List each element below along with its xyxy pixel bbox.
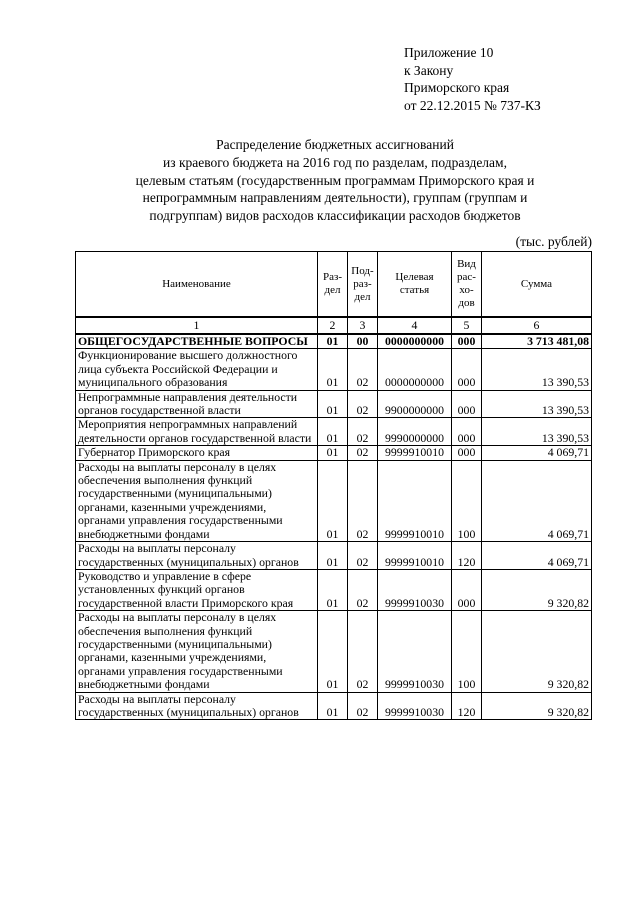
cell-subsection: 02 [348,418,378,446]
cell-sum: 13 390,53 [482,349,592,390]
cell-target: 9999910010 [378,460,452,541]
cell-subsection: 02 [348,611,378,692]
cell-name: Расходы на выплаты персоналу государственных (муниципальных) органов [76,542,318,570]
header-subsection [348,252,378,318]
cell-name: Мероприятия непрограммных направлений деятельности органов государственной власти [76,418,318,446]
cell-target: 9900000000 [378,390,452,418]
cell-subsection: 02 [348,569,378,610]
cell-name: Функционирование высшего должностного лица субъекта Российской Федерации и муниципального образования [76,349,318,390]
header-name [76,252,318,318]
cell-name: Расходы на выплаты персоналу в целях обеспечения выполнения функций государственными (муниципальными) органами, казенными учреждениями, органами управления государственными внебюджетными фондами [76,611,318,692]
cell-type: 000 [452,334,482,349]
column-number: 3 [348,317,378,334]
cell-sum: 3 713 481,08 [482,334,592,349]
appendix-line: к Закону [404,62,454,78]
cell-type: 000 [452,446,482,460]
cell-name: ОБЩЕГОСУДАРСТВЕННЫЕ ВОПРОСЫ [76,334,318,349]
cell-name: Руководство и управление в сфере установленных функций органов государственной власти Приморского края [76,569,318,610]
cell-type: 000 [452,349,482,390]
appendix-line: от 22.12.2015 № 737-КЗ [404,97,541,113]
cell-sum: 4 069,71 [482,460,592,541]
header-name-label: Наименование [162,277,231,290]
cell-section: 01 [318,569,348,610]
title-line: из краевого бюджета на 2016 год по разделам, подразделам, [163,154,507,170]
cell-name: Губернатор Приморского края [76,446,318,460]
title-line: целевым статьям (государственным программам Приморского края и [135,172,535,188]
cell-section: 01 [318,611,348,692]
header-sum [482,252,592,318]
cell-section: 01 [318,692,348,720]
cell-type: 000 [452,569,482,610]
cell-subsection: 02 [348,692,378,720]
header-sum-label: Сумма [520,277,553,290]
cell-sum: 13 390,53 [482,390,592,418]
table-row [76,692,592,720]
table-row [76,418,592,446]
column-number: 6 [482,317,592,334]
column-number: 1 [76,317,318,334]
cell-section: 01 [318,542,348,570]
cell-target: 9999910030 [378,611,452,692]
cell-section: 01 [318,418,348,446]
appendix-line: Приморского края [404,80,510,95]
column-number: 5 [452,317,482,334]
header-type [452,252,482,318]
cell-type: 000 [452,390,482,418]
cell-target: 0000000000 [378,349,452,390]
cell-subsection: 02 [348,390,378,418]
column-number: 2 [318,317,348,334]
cell-target: 9999910010 [378,542,452,570]
cell-target: 9999910030 [378,569,452,610]
cell-sum: 9 320,82 [482,611,592,692]
table-row [76,390,592,418]
header-type-label: Вид рас- хо- дов [457,258,476,309]
table-row [76,611,592,692]
cell-type: 100 [452,460,482,541]
cell-section: 01 [318,334,348,349]
cell-sum: 9 320,82 [482,569,592,610]
cell-name: Расходы на выплаты персоналу в целях обеспечения выполнения функций государственными (муниципальными) органами, казенными учреждениями, органами управления государственными внебюджетными фондами [76,460,318,541]
header-subsection-label: Под- раз- дел [351,264,374,303]
cell-subsection: 02 [348,349,378,390]
title-line: непрограммным направлениям деятельности), группам (группам и [142,190,528,206]
table-row [76,349,592,390]
cell-type: 100 [452,611,482,692]
cell-sum: 9 320,82 [482,692,592,720]
column-number: 4 [378,317,452,334]
table-row [76,542,592,570]
cell-target: 9999910010 [378,446,452,460]
table-row [76,569,592,610]
table-row [76,334,592,349]
title-line: Распределение бюджетных ассигнований [216,137,454,152]
header-target [378,252,452,318]
appendix-block [404,44,541,114]
cell-sum: 13 390,53 [482,418,592,446]
cell-name: Непрограммные направления деятельности органов государственной власти [76,390,318,418]
table-header-row [76,252,592,318]
column-numbers-row [76,317,592,334]
cell-section: 01 [318,446,348,460]
header-target-label: Целевая статья [395,271,434,296]
cell-type: 120 [452,542,482,570]
document-title [60,136,610,225]
cell-sum: 4 069,71 [482,446,592,460]
cell-section: 01 [318,390,348,418]
units-label: (тыс. рублей) [515,234,592,249]
cell-subsection: 02 [348,446,378,460]
cell-section: 01 [318,349,348,390]
cell-target: 0000000000 [378,334,452,349]
header-section-label: Раз- дел [322,271,342,296]
cell-type: 000 [452,418,482,446]
cell-type: 120 [452,692,482,720]
header-section [318,252,348,318]
cell-section: 01 [318,460,348,541]
cell-subsection: 02 [348,542,378,570]
cell-subsection: 02 [348,460,378,541]
title-line: подгруппам) видов расходов классификации расходов бюджетов [149,208,521,224]
cell-target: 9990000000 [378,418,452,446]
cell-subsection: 00 [348,334,378,349]
budget-table [75,251,592,720]
appendix-line: Приложение 10 [404,45,494,60]
cell-name: Расходы на выплаты персоналу государственных (муниципальных) органов [76,692,318,720]
table-row [76,446,592,460]
cell-sum: 4 069,71 [482,542,592,570]
cell-target: 9999910030 [378,692,452,720]
table-row [76,460,592,541]
